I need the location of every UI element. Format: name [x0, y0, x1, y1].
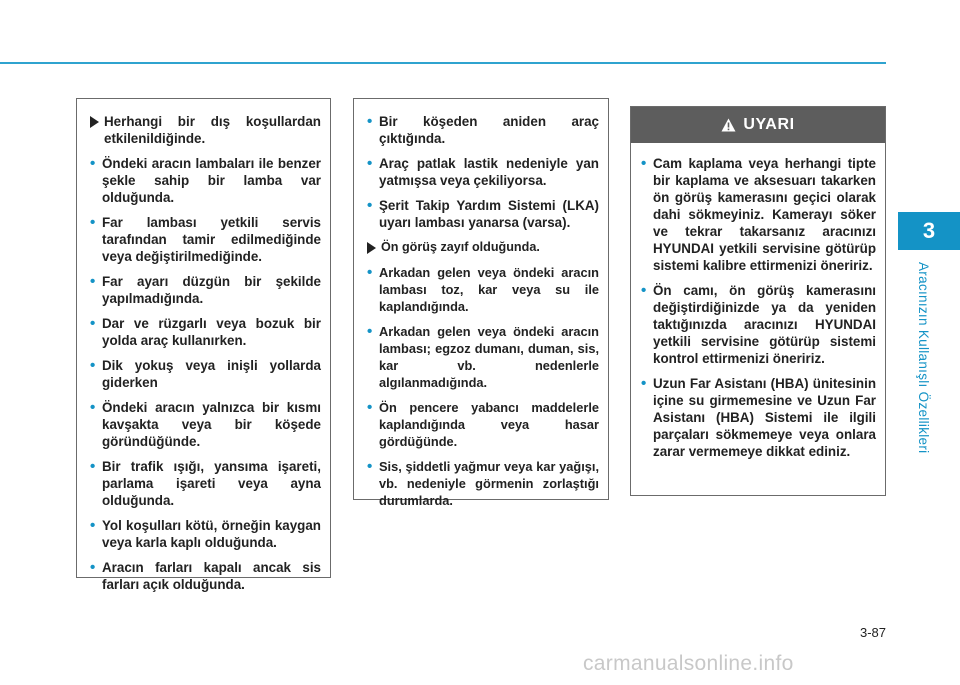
list-item-text: Bir köşeden aniden araç çıktığında.: [379, 114, 599, 146]
list-item: [367, 323, 599, 391]
list-item-text: Arkadan gelen veya öndeki aracın lambası toz, kar veya su ile kaplandığında.: [379, 265, 599, 314]
list-item-text: Uzun Far Asistanı (HBA) ünitesinin içine su girmemesine ve Uzun Far Asistanı (HBA) Sistemi ile ilgili parçaları sökmemeye veya onlara zarar vermemeye dikkat ediniz.: [653, 376, 876, 459]
list-item: [90, 155, 321, 206]
list-item-text: Yol koşulları kötü, örneğin kaygan veya karla kaplı olduğunda.: [102, 518, 321, 550]
list-item: [367, 264, 599, 315]
section-heading: [90, 113, 321, 147]
list-item-text: Aracın farları kapalı ancak sis farları açık olduğunda.: [102, 560, 321, 592]
list-item: [90, 458, 321, 509]
list-item: [90, 517, 321, 551]
list-item: [367, 458, 599, 509]
list-item-text: Dik yokuş veya inişli yollarda giderken: [102, 358, 321, 390]
page-number: 3-87: [859, 625, 886, 640]
list-item: [367, 155, 599, 189]
list-item: [641, 155, 876, 274]
list-item-text: Öndeki aracın yalnızca bir kısmı kavşakta veya bir köşede göründüğünde.: [102, 400, 321, 449]
list-item-text: Arkadan gelen veya öndeki aracın lambası; egzoz dumanı, duman, sis, kar vb. nedenlerle algılanmadığında.: [379, 324, 599, 390]
warning-triangle-icon: [721, 118, 736, 132]
list-item-text: Far ayarı düzgün bir şekilde yapılmadığında.: [102, 274, 321, 306]
list-item-text: Far lambası yetkili servis tarafından tamir edilmediğinde veya değiştirilmediğinde.: [102, 215, 321, 264]
arrow-right-icon: [367, 242, 376, 254]
list-item-text: Ön pencere yabancı maddelerle kaplandığında veya hasar gördüğünde.: [379, 400, 599, 449]
watermark: carmanualsonline.info: [583, 652, 794, 675]
conditions-box-continued: [353, 98, 609, 508]
chapter-tab: [898, 212, 960, 250]
warning-box: [630, 106, 886, 496]
conditions-list-continued: [367, 113, 599, 509]
list-item: [367, 197, 599, 231]
list-item: [90, 214, 321, 265]
list-item-text: Ön camı, ön görüş kamerasını değiştirdiğinizde ya da yeniden taktığınızda aracınızı HYUNDAI yetkili servisine götürüp sistemi kontrol ettirmenizi öneririz.: [653, 283, 876, 366]
warning-title: UYARI: [743, 116, 795, 133]
conditions-list: [90, 113, 321, 593]
list-item-text: Herhangi bir dış koşullardan etkilenildiğinde.: [104, 114, 321, 146]
section-heading: [367, 239, 599, 256]
list-item: [90, 273, 321, 307]
list-item: [367, 399, 599, 450]
chapter-number: 3: [922, 218, 936, 243]
list-item-text: Bir trafik ışığı, yansıma işareti, parlama işareti veya ayna olduğunda.: [102, 459, 321, 508]
list-item-text: Şerit Takip Yardım Sistemi (LKA) uyarı lambası yanarsa (varsa).: [379, 198, 599, 230]
list-item: [90, 399, 321, 450]
warning-body: [631, 143, 885, 460]
list-item: [367, 113, 599, 147]
warning-header: [631, 107, 885, 143]
list-item: [90, 315, 321, 349]
list-item-text: Öndeki aracın lambaları ile benzer şekle sahip bir lamba var olduğunda.: [102, 156, 321, 205]
chapter-title: Aracınızın Kullanışlı Özellikleri: [916, 262, 931, 454]
list-item: [641, 375, 876, 460]
warning-list: [641, 155, 876, 460]
arrow-right-icon: [90, 116, 99, 128]
list-item: [90, 559, 321, 593]
header-rule: [0, 62, 886, 64]
list-item: [641, 282, 876, 367]
list-item-text: Ön görüş zayıf olduğunda.: [381, 240, 540, 254]
list-item-text: Sis, şiddetli yağmur veya kar yağışı, vb. nedeniyle görmenin zorlaştığı durumlarda.: [379, 459, 599, 508]
list-item-text: Cam kaplama veya herhangi tipte bir kaplama ve aksesuarı takarken ön görüş kamerasını geçici olarak dahi sökmeyiniz. Kamerayı söker ve tekrar takarsanız aracınızı HYUNDAI yetkili servisine götürüp sistemi kalibre ettirmenizi öneririz.: [653, 156, 876, 273]
conditions-box: [76, 98, 331, 592]
list-item-text: Araç patlak lastik nedeniyle yan yatmışsa veya çekiliyorsa.: [379, 156, 599, 188]
list-item: [90, 357, 321, 391]
list-item-text: Dar ve rüzgarlı veya bozuk bir yolda araç kullanırken.: [102, 316, 321, 348]
